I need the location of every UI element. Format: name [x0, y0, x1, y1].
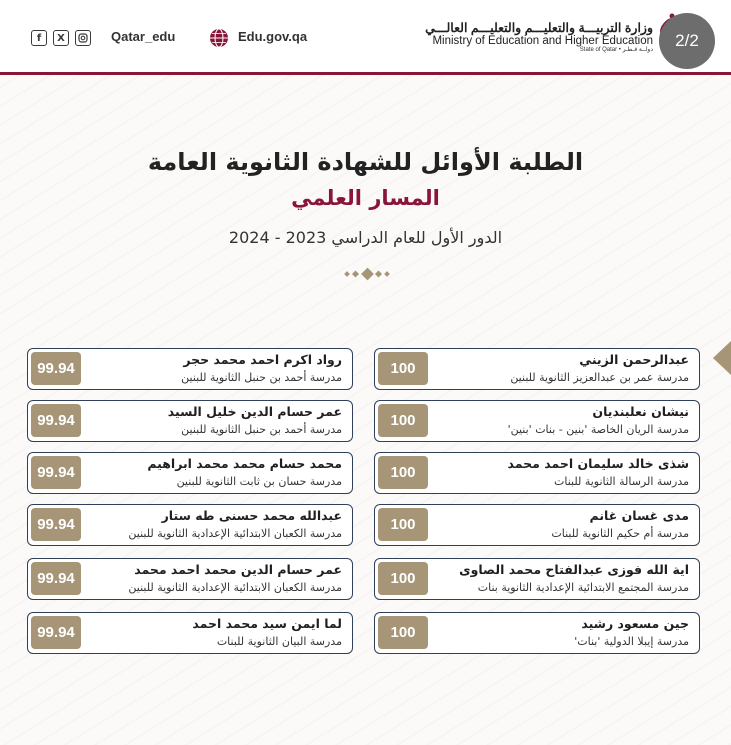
student-school: مدرسة عمر بن عبدالعزيز الثانوية للبنين	[510, 371, 689, 384]
student-card	[27, 348, 353, 390]
student-score: 100	[378, 456, 428, 489]
student-score: 99.94	[31, 508, 81, 541]
student-school: مدرسة الكعبان الابتدائية الإعدادية الثانوية للبنين	[128, 527, 342, 540]
student-school: مدرسة المجتمع الابتدائية الإعدادية الثانوية بنات	[477, 581, 689, 594]
social-icons	[31, 30, 91, 46]
student-score: 100	[378, 352, 428, 385]
page-title: الطلبة الأوائل للشهادة الثانوية العامة	[147, 148, 584, 176]
diamond-divider-icon	[343, 267, 397, 281]
student-card	[374, 612, 700, 654]
student-score: 100	[378, 616, 428, 649]
student-card	[27, 612, 353, 654]
website-link[interactable]: Edu.gov.qa	[238, 29, 308, 44]
facebook-icon[interactable]: f	[31, 30, 47, 46]
student-card	[374, 504, 700, 546]
student-score: 100	[378, 508, 428, 541]
previous-page-arrow[interactable]	[713, 341, 731, 375]
instagram-icon[interactable]	[75, 30, 91, 46]
student-name: نيشان نعلبنديان	[592, 404, 689, 419]
student-school: مدرسة أحمد بن حنبل الثانوية للبنين	[181, 423, 342, 436]
globe-icon	[209, 28, 229, 48]
ministry-name	[425, 22, 653, 53]
student-name: عمر حسام الدين خليل السيد	[167, 404, 342, 419]
student-score: 99.94	[31, 456, 81, 489]
student-score: 99.94	[31, 404, 81, 437]
student-card	[374, 558, 700, 600]
student-score: 100	[378, 404, 428, 437]
student-school: مدرسة حسان بن ثابت الثانوية للبنين	[176, 475, 342, 488]
student-score: 99.94	[31, 352, 81, 385]
student-school: مدرسة إيبلا الدولية 'بنات'	[574, 635, 689, 648]
academic-term: الدور الأول للعام الدراسي 2023 - 2024	[228, 228, 503, 247]
ministry-name-ar: وزارة التربيـــة والتعليـــم والتعليـــم العالـــي	[425, 21, 653, 35]
student-name: رواد اكرم احمد محمد حجر	[183, 352, 342, 367]
page-indicator: 2/2	[659, 13, 715, 69]
state-label: State of Qatar • دولــة قـطـر	[579, 47, 653, 54]
student-score: 99.94	[31, 616, 81, 649]
student-name: لما ايمن سيد محمد احمد	[192, 616, 342, 631]
student-name: جين مسعود رشيد	[581, 616, 689, 631]
student-name: اية الله فوزى عبدالفتاح محمد الصاوى	[459, 562, 689, 577]
student-name: محمد حسام محمد محمد ابراهيم	[147, 456, 342, 471]
student-school: مدرسة أم حكيم الثانوية للبنات	[551, 527, 689, 540]
student-card	[374, 400, 700, 442]
student-card	[27, 558, 353, 600]
student-card	[374, 452, 700, 494]
student-card	[374, 348, 700, 390]
student-school: مدرسة الرسالة الثانوية للبنات	[554, 475, 689, 488]
student-school: مدرسة الكعبان الابتدائية الإعدادية الثانوية للبنين	[128, 581, 342, 594]
social-handle[interactable]: Qatar_edu	[111, 29, 176, 44]
student-name: شذى خالد سليمان احمد محمد	[507, 456, 689, 471]
student-name: عمر حسام الدين محمد احمد محمد	[134, 562, 342, 577]
student-score: 100	[378, 562, 428, 595]
student-school: مدرسة أحمد بن حنبل الثانوية للبنين	[181, 371, 342, 384]
ministry-name-en: Ministry of Education and Higher Education	[432, 35, 653, 48]
student-school: مدرسة البيان الثانوية للبنات	[216, 635, 342, 648]
student-card	[27, 400, 353, 442]
student-school: مدرسة الريان الخاصة 'بنين - بنات 'بنين'	[507, 423, 689, 436]
header-bar	[0, 0, 731, 72]
student-card	[27, 452, 353, 494]
x-icon[interactable]: X	[53, 30, 69, 46]
student-card	[27, 504, 353, 546]
student-name: مدى غسان غانم	[589, 508, 689, 523]
student-score: 99.94	[31, 562, 81, 595]
student-name: عبدالله محمد حسنى طه ستار	[161, 508, 342, 523]
track-subtitle: المسار العلمي	[291, 186, 440, 210]
student-name: عبدالرحمن الزيني	[579, 352, 689, 367]
